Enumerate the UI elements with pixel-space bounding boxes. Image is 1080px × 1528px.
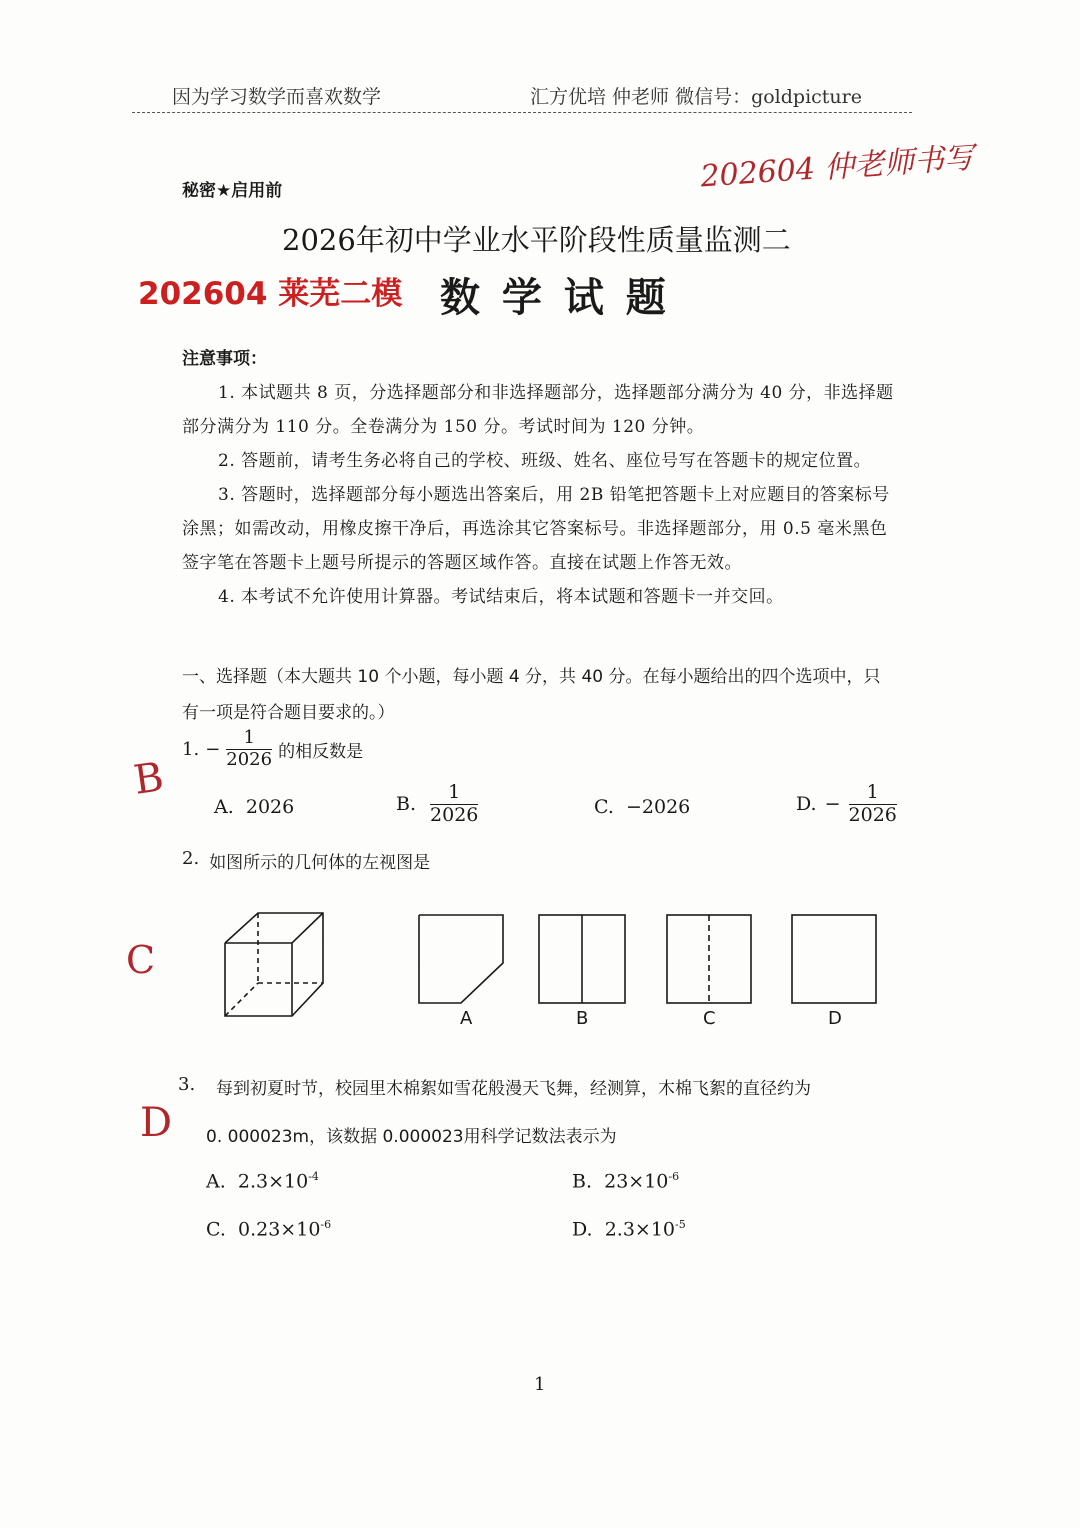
handwritten-note: 202604 仲老师书写 [699,140,976,195]
q3-option-d-base: 2.3×10 [604,1218,676,1241]
exam-title: 2026年初中学业水平阶段性质量监测二 [282,223,791,257]
q3-option-b-label: B. [572,1170,593,1193]
q2-handwritten-answer: C [126,938,156,982]
q1-handwritten-answer: B [130,754,167,804]
q3-line-1: 每到初夏时节，校园里木棉絮如雪花般漫天飞舞，经测算，木棉飞絮的直径约为 [216,1079,811,1099]
subject-title: 数 学 试 题 [440,274,670,321]
notice-heading: 注意事项： [182,349,267,369]
q1-option-b-numerator: 1 [448,781,461,803]
notice-line-5: 涂黑；如需改动，用橡皮擦干净后，再选涂其它答案标号。非选择题部分，用 0.5 毫米黑色 [182,519,888,539]
q3-option-d-exponent: -5 [675,1218,686,1231]
notice-line-3: 2. 答题前，请考生务必将自己的学校、班级、姓名、座位号写在答题卡的规定位置。 [218,451,872,471]
q2-label-b: B [576,1008,589,1029]
q3-option-a-exponent: -4 [308,1170,319,1183]
section-heading-line-2: 有一项是符合题目要求的。） [182,703,395,723]
notice-line-2: 部分满分为 110 分。全卷满分为 150 分。考试时间为 120 分钟。 [182,417,705,437]
q1-option-d-denominator: 2026 [848,803,897,826]
q3-option-a-base: 2.3×10 [237,1170,309,1193]
q1-option-d-sign: − [824,793,841,816]
notice-line-6: 签字笔在答题卡上题号所提示的答题区域作答。直接在试题上作答无效。 [182,553,742,573]
page-number: 1 [534,1374,546,1395]
q3-option-b [572,1170,679,1192]
q3-option-d-label: D. [572,1218,593,1241]
q2-stem: 如图所示的几何体的左视图是 [209,853,431,873]
q3-option-c-exponent: -6 [320,1218,332,1231]
option-a-figure [419,915,503,1003]
notice-line-1: 1. 本试题共 8 页，分选择题部分和非选择题部分，选择题部分满分为 40 分，非选择题 [218,383,894,403]
q2-label-d: D [828,1008,842,1029]
q3-option-d [572,1218,686,1240]
q3-option-a-label: A. [206,1170,226,1193]
q3-option-c [206,1218,331,1240]
q1-option-c-label: C. [594,796,614,818]
option-d-figure [792,915,876,1003]
q1-option-c-value: −2026 [626,796,691,818]
q1-option-a-value: 2026 [245,796,295,818]
q1-numerator: 1 [243,727,255,748]
notice-line-4: 3. 答题时，选择题部分每小题选出答案后，用 2B 铅笔把答题卡上对应题目的答案标号 [218,485,890,505]
header-left: 因为学习数学而喜欢数学 [172,86,382,108]
q1-option-d-numerator: 1 [866,781,879,803]
q3-option-a [206,1170,319,1192]
q2-label-a: A [460,1008,473,1029]
q3-number: 3. [178,1074,196,1095]
solid-geometry-figure [225,913,323,1016]
section-heading-line-1: 一、选择题（本大题共 10 个小题，每小题 4 分，共 40 分。在每小题给出的四个选项中，只 [182,667,881,687]
q1-option-b-denominator: 2026 [430,803,479,826]
q3-option-c-label: C. [206,1218,226,1241]
q2-number: 2. [182,848,200,869]
q1-option-a-label: A. [214,796,234,818]
q1-sign: − [205,738,221,760]
q2-label-c: C [703,1008,716,1029]
q3-option-b-base: 23×10 [604,1170,669,1193]
q1-option-d-label: D. [796,793,817,816]
q1-denominator: 2026 [226,748,273,770]
q3-option-c-base: 0.23×10 [238,1218,321,1241]
exam-tag: 202604 莱芜二模 [138,276,403,312]
q3-handwritten-answer: D [140,1100,173,1146]
q1-option-b-label: B. [396,793,417,816]
q3-line-2: 0. 000023m，该数据 0.000023用科学记数法表示为 [206,1127,617,1147]
q1-number: 1. [182,738,200,760]
header-right: 汇方优培 仲老师 微信号：goldpicture [530,86,862,108]
q1-stem: 的相反数是 [278,741,364,762]
notice-line-7: 4. 本考试不允许使用计算器。考试结束后，将本试题和答题卡一并交回。 [218,587,784,607]
q3-option-b-exponent: -6 [668,1170,680,1183]
secret-label: 秘密★启用前 [182,181,283,201]
